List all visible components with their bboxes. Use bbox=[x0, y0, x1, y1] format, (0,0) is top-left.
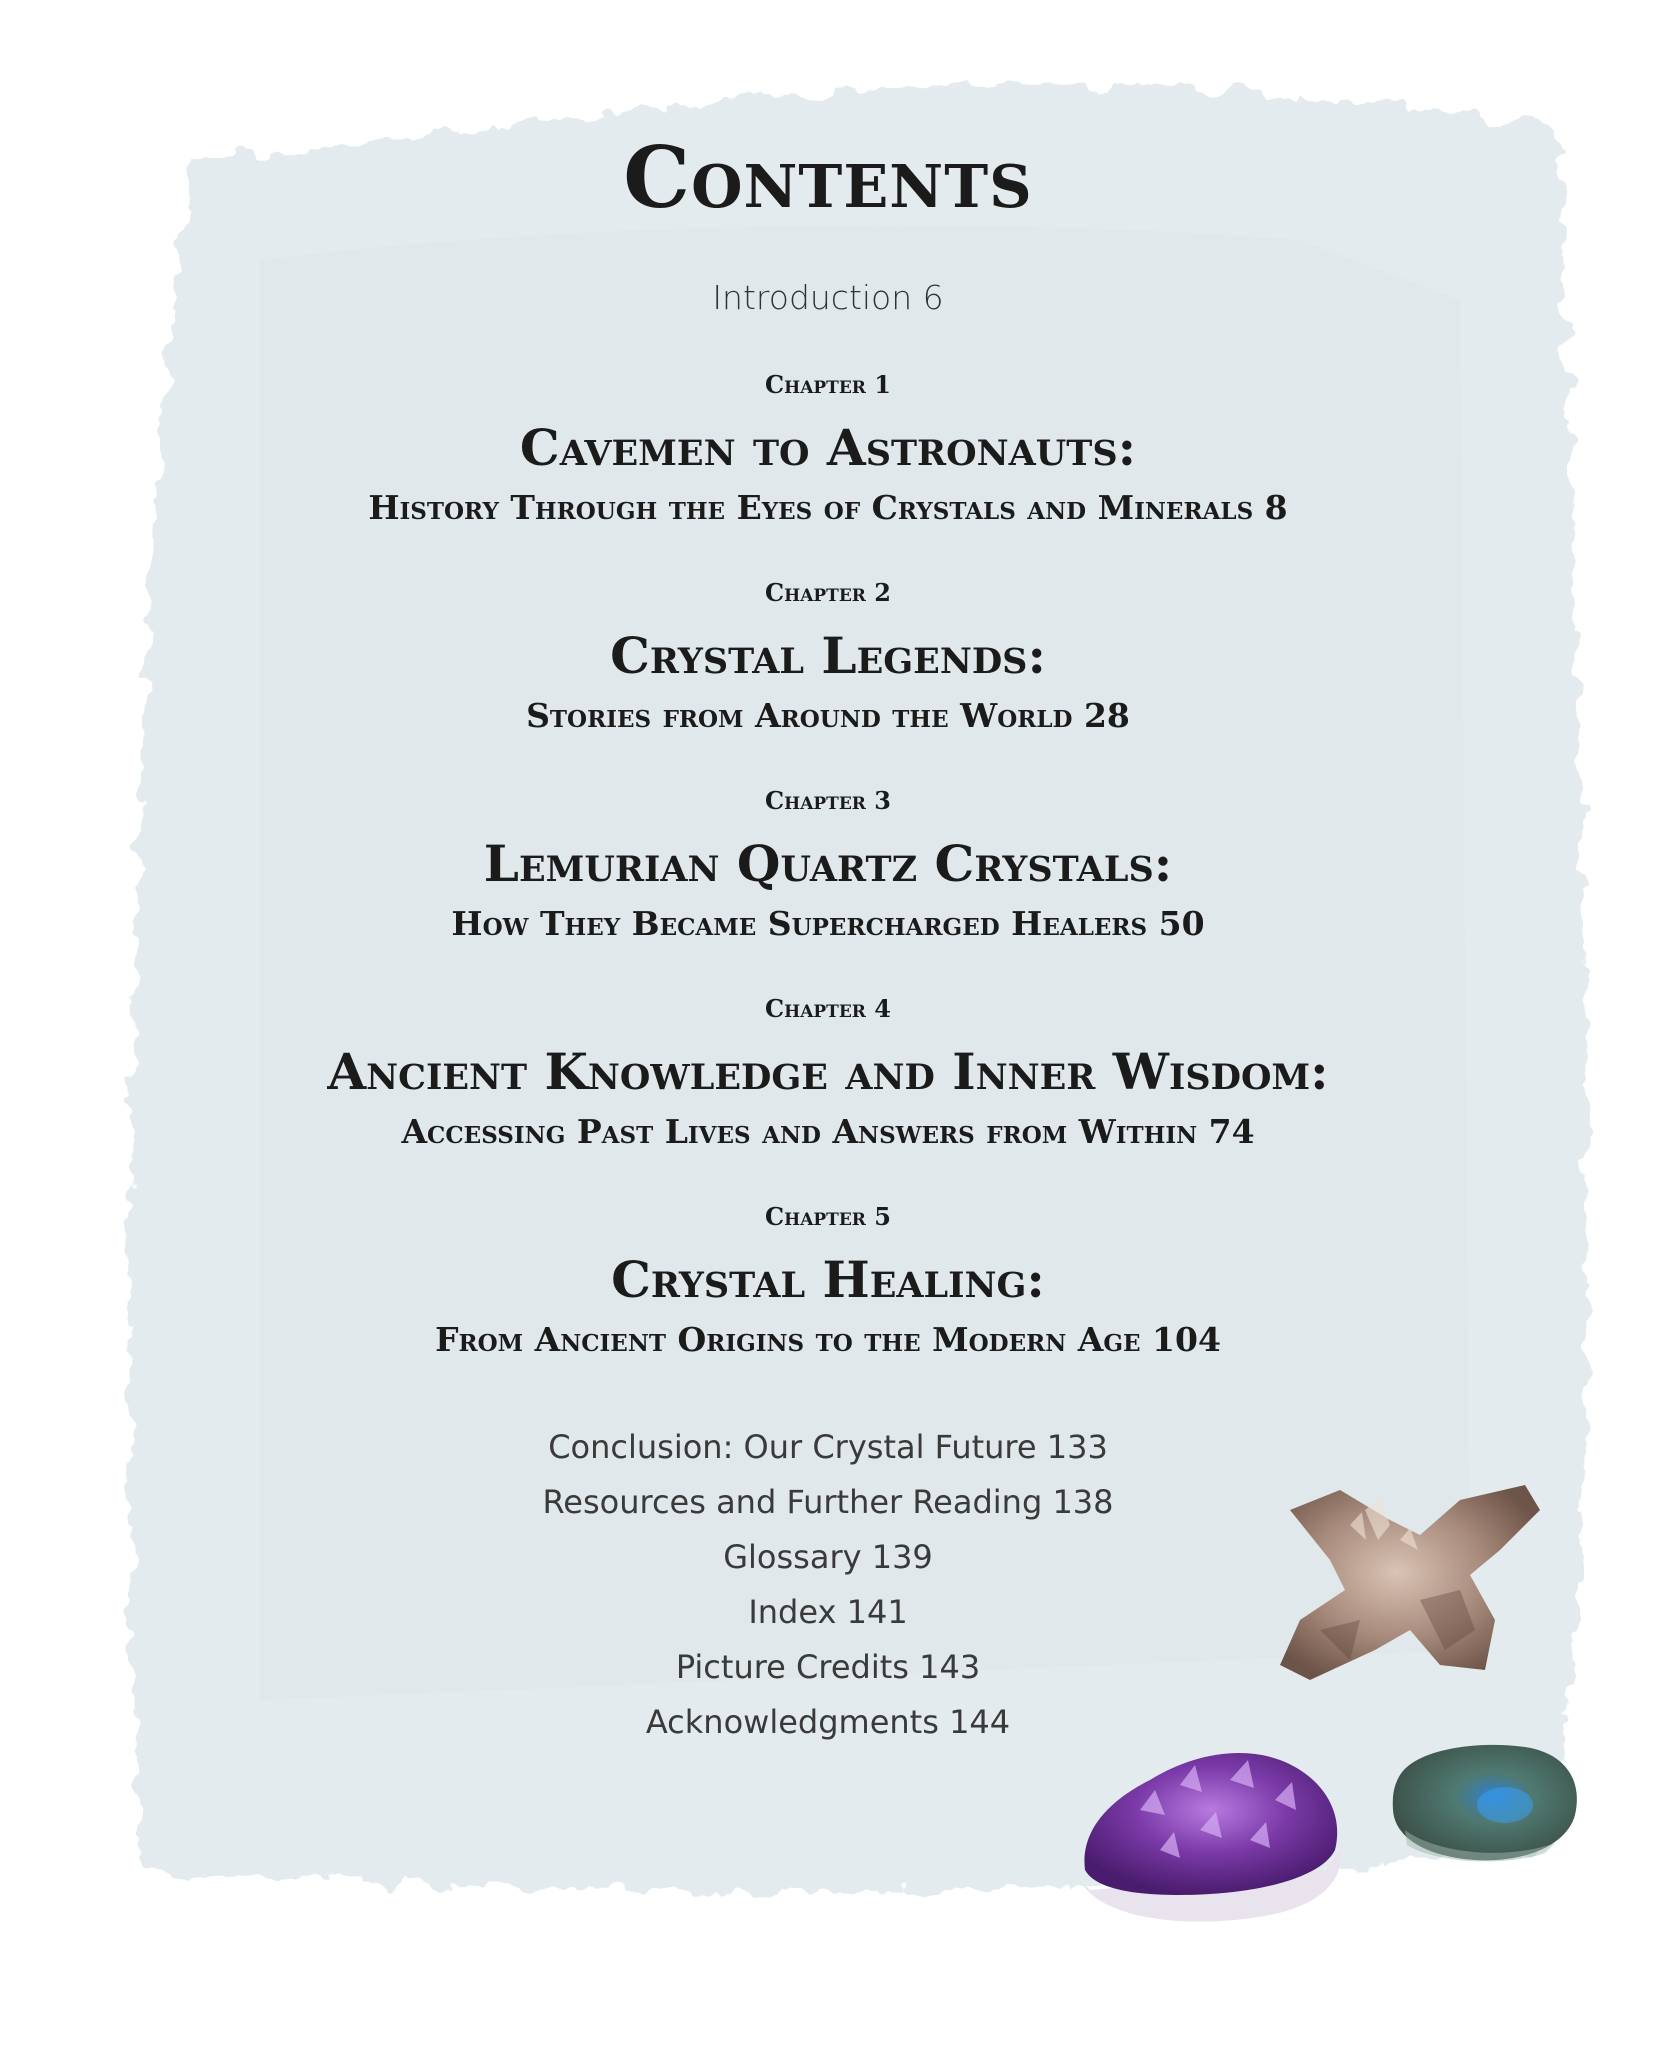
chapter-3-title: Lemurian Quartz Crystals: bbox=[483, 834, 1173, 893]
chapter-4-label: Chapter 4 bbox=[765, 994, 891, 1023]
toc-conclusion: Conclusion: Our Crystal Future 133 bbox=[548, 1428, 1108, 1466]
page-title: Contents bbox=[623, 128, 1033, 227]
toc-glossary: Glossary 139 bbox=[723, 1538, 933, 1576]
chapter-4-subtitle: Accessing Past Lives and Answers from Within 74 bbox=[401, 1112, 1255, 1151]
chapter-3-label: Chapter 3 bbox=[765, 786, 891, 815]
toc-index: Index 141 bbox=[748, 1593, 908, 1631]
chapter-1-label: Chapter 1 bbox=[765, 370, 891, 399]
chapter-1-title: Cavemen to Astronauts: bbox=[519, 418, 1137, 477]
chapter-2-subtitle: Stories from Around the World 28 bbox=[526, 696, 1130, 735]
toc-acknowledgments: Acknowledgments 144 bbox=[645, 1703, 1011, 1741]
toc-resources: Resources and Further Reading 138 bbox=[542, 1483, 1114, 1521]
chapter-5-title: Crystal Healing: bbox=[611, 1250, 1045, 1309]
chapter-3-subtitle: How They Became Supercharged Healers 50 bbox=[451, 904, 1205, 943]
spirit-quartz-crystal-image bbox=[1270, 1480, 1550, 1690]
chapter-1-subtitle: History Through the Eyes of Crystals and Minerals 8 bbox=[368, 488, 1288, 527]
chapter-5-subtitle: From Ancient Origins to the Modern Age 104 bbox=[435, 1320, 1221, 1359]
labradorite-stone-image bbox=[1385, 1735, 1585, 1875]
chapter-5-label: Chapter 5 bbox=[765, 1202, 891, 1231]
toc-picture-credits: Picture Credits 143 bbox=[675, 1648, 981, 1686]
toc-introduction: Introduction 6 bbox=[712, 278, 944, 317]
amethyst-cluster-image bbox=[1070, 1730, 1350, 1930]
chapter-2-title: Crystal Legends: bbox=[610, 626, 1046, 685]
chapter-2-label: Chapter 2 bbox=[765, 578, 891, 607]
chapter-4-title: Ancient Knowledge and Inner Wisdom: bbox=[327, 1042, 1329, 1101]
